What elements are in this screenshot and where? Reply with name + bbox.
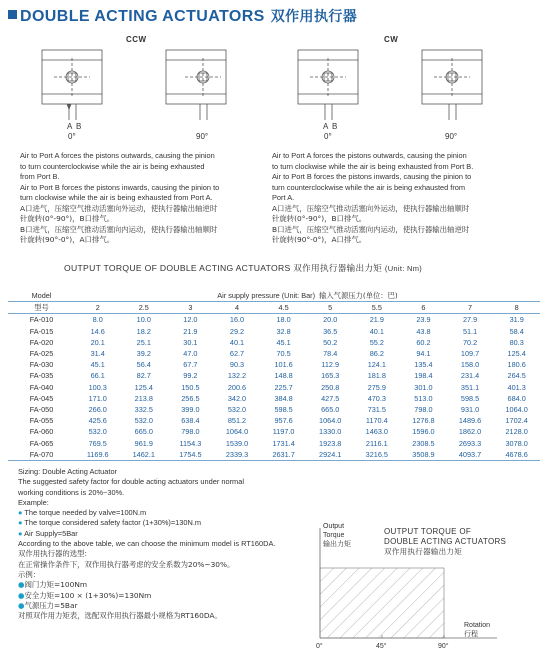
torque-cell: 3216.5 [354,449,401,461]
torque-cell: 18.2 [136,326,151,336]
torque-cell: 1462.1 [120,449,167,461]
torque-cell: 731.5 [367,404,386,414]
torque-cell: 213.8 [134,393,153,403]
bullet-item: ●阀门力矩=100Nm [18,580,88,590]
pressure-col-header: 7 [447,302,494,314]
torque-cell: 684.0 [507,393,526,403]
torque-cell: 532.0 [88,427,107,437]
table-row [8,326,540,337]
torque-cell: 171.0 [88,393,107,403]
bullet-item: ●安全力矩=100 × (1+30%)=130Nm [18,590,152,600]
torque-cell: 1489.6 [458,416,482,426]
torque-cell: 45.1 [90,360,105,370]
graph-tick-90: 90° [438,643,449,650]
torque-cell: 532.0 [227,404,247,414]
torque-cell: 3508.9 [400,449,447,461]
pressure-col-header: 5 [307,302,354,314]
ccw-port-a: A [67,122,73,131]
torque-cell: 58.4 [509,326,524,336]
torque-cell: 2308.5 [412,438,435,448]
table-row [8,449,540,461]
cw-actuator-0-icon [298,50,358,120]
torque-cell: 1596.0 [412,427,435,437]
torque-cell: 1064.0 [319,416,342,426]
torque-cell: 332.5 [134,404,153,414]
torque-cell: 598.5 [460,393,480,403]
model-cell: FA-070 [8,449,75,461]
torque-cell: 66.1 [90,371,105,381]
torque-cell: 1923.8 [319,438,342,448]
torque-cell: 82.7 [136,371,151,381]
bullet-icon: ● [18,580,25,590]
torque-cell: 51.1 [462,326,478,336]
torque-cell: 1862.0 [458,427,482,437]
torque-cell: 401.3 [507,382,526,392]
model-header: Model [31,291,52,301]
torque-cell: 20.0 [323,315,338,325]
graph-y-label: Output Torque 输出力矩 [323,523,351,548]
torque-cell: 124.1 [367,360,386,370]
pressure-col-header: 4 [214,302,261,314]
torque-cell: 40.1 [229,337,245,347]
torque-cell: 43.8 [416,326,431,336]
torque-cell: 10.0 [136,315,151,325]
model-cell: FA-055 [29,416,54,426]
table-row [8,382,540,393]
torque-cell: 135.4 [414,360,433,370]
bullet-icon: ● [18,508,23,518]
table-row [8,393,540,404]
torque-cell: 27.9 [462,315,478,325]
torque-cell: 2128.0 [505,427,528,437]
model-cell: FA-035 [29,371,54,381]
torque-cell: 2339.3 [214,449,261,461]
torque-cell: 39.2 [136,349,151,359]
torque-cell: 158.0 [460,360,480,370]
torque-cell: 180.6 [507,360,526,370]
ccw-label: CCW [126,35,147,44]
bullet-item: ●气源压力=5Bar [18,600,78,610]
model-cell: FA-045 [29,393,54,403]
torque-cell: 1197.0 [272,427,295,437]
torque-cell: 1169.6 [75,449,120,461]
torque-cell: 2924.1 [307,449,354,461]
torque-cell: 1539.0 [225,438,249,448]
torque-cell: 266.0 [88,404,107,414]
model-cell: FA-060 [29,427,54,437]
graph-tick-0: 0° [316,643,323,650]
torque-cell: 80.3 [509,337,524,347]
model-cell: FA-020 [29,337,54,347]
description-right: Air to Port A forces the pistons outwards, causing the pinion to turn clockwise while the air is being exhausted from Port B. Air to Port B forces the pistons inwards, causing the pinion to turn counterclockwise while the air is being exhausted from Port A. A口进气，压缩空气推动活塞向外运动，使执行器输出轴顺时 针旋转(0°-90°)，B口排气。 B口进气，压缩空气推动活塞向内运动，使执行器输出轴逆时 针旋转(90°-0°)，A口排气。 [272,151,474,244]
title-en: DOUBLE ACTING ACTUATORS [20,8,265,25]
torque-cell: 14.6 [90,326,105,336]
cw-port-a: A [323,122,329,131]
model-cell: FA-015 [29,326,54,336]
table-row [8,359,540,370]
torque-cell: 4678.6 [493,449,540,461]
torque-cell: 109.7 [460,349,480,359]
torque-cell: 256.5 [181,393,200,403]
model-cell: FA-030 [29,360,54,370]
table-row [8,437,540,448]
model-header-cn: 型号 [8,302,75,314]
torque-cell: 36.5 [323,326,338,336]
torque-cell: 1154.3 [179,438,202,448]
torque-cell: 1064.0 [505,404,528,414]
pressure-col-header: 2.5 [120,302,167,314]
torque-cell: 78.4 [323,349,338,359]
bullet-icon: ● [18,518,23,528]
torque-cell: 67.7 [183,360,198,370]
torque-cell: 30.1 [183,337,198,347]
torque-cell: 150.5 [181,382,200,392]
torque-cell: 665.0 [321,404,340,414]
cw-angle-90: 90° [445,132,458,141]
torque-cell: 12.0 [183,315,198,325]
table-row [8,415,540,426]
model-cell: FA-065 [29,438,54,448]
torque-cell: 62.7 [229,349,245,359]
torque-cell: 1463.0 [365,427,388,437]
torque-cell: 399.0 [181,404,200,414]
cw-angle-0: 0° [324,132,332,141]
torque-cell: 40.1 [369,326,384,336]
torque-cell: 798.0 [414,404,433,414]
torque-cell: 165.3 [321,371,340,381]
model-cell: FA-010 [29,315,54,325]
torque-table-title: OUTPUT TORQUE OF DOUBLE ACTING ACTUATORS 双作用执行器输出力矩 (Unit: Nm) [64,263,423,274]
torque-cell: 598.5 [274,404,293,414]
graph-title: OUTPUT TORQUE OF DOUBLE ACTING ACTUATORS 双作用执行器输出力矩 [384,527,507,556]
bullet-icon: ● [18,590,25,600]
bullet-item: ● Air Supply=5Bar [18,528,78,538]
pressure-col-header: 4.5 [260,302,307,314]
torque-cell: 1731.4 [272,438,295,448]
pressure-col-header: 2 [75,302,120,314]
torque-cell: 769.5 [88,438,107,448]
cw-port-b: B [332,122,338,131]
torque-cell: 94.1 [416,349,431,359]
torque-cell: 31.4 [90,349,105,359]
torque-table-body [8,314,540,460]
torque-cell: 55.2 [369,337,384,347]
model-cell: FA-050 [29,404,54,414]
graph-hatched-area [320,568,444,638]
torque-cell: 86.2 [369,349,384,359]
torque-cell: 851.2 [227,416,247,426]
torque-cell: 231.4 [460,371,480,381]
cw-label: CW [384,35,399,44]
pressure-col-header: 3 [167,302,214,314]
torque-cell: 931.0 [460,404,480,414]
actuator-diagrams [0,0,545,150]
bullet-icon: ● [18,600,25,610]
table-row [8,426,540,437]
torque-cell: 125.4 [134,382,153,392]
table-header-row [8,290,540,302]
torque-cell: 351.1 [460,382,480,392]
pressure-col-header: 8 [493,302,540,314]
torque-cell: 1276.8 [412,416,435,426]
ccw-angle-0: 0° [68,132,76,141]
torque-cell: 25.1 [136,337,151,347]
torque-cell: 23.9 [416,315,431,325]
torque-cell: 50.2 [323,337,338,347]
table-row [8,370,540,381]
model-cell: FA-040 [29,382,54,392]
torque-cell: 2631.7 [260,449,307,461]
torque-cell: 275.9 [367,382,386,392]
torque-cell: 31.9 [509,315,524,325]
pressure-col-header: 5.5 [354,302,401,314]
torque-cell: 425.6 [88,416,107,426]
torque-cell: 200.6 [227,382,247,392]
ccw-angle-90: 90° [196,132,209,141]
torque-cell: 29.2 [229,326,245,336]
torque-table [8,290,540,461]
torque-cell: 1170.4 [365,416,388,426]
table-row [8,404,540,415]
torque-cell: 1064.0 [225,427,249,437]
torque-cell: 301.0 [414,382,433,392]
torque-cell: 1754.5 [167,449,214,461]
supply-header: Air supply pressure (Unit: Bar) 输入气源压力(单位：巴) [217,290,398,300]
torque-cell: 60.2 [416,337,431,347]
torque-cell: 961.9 [134,438,153,448]
torque-cell: 70.2 [462,337,478,347]
torque-cell: 513.0 [414,393,433,403]
graph-x-label: Rotation 行程 [464,622,491,638]
torque-cell: 8.0 [92,315,103,325]
torque-cell: 957.6 [274,416,293,426]
torque-cell: 47.0 [183,349,198,359]
ccw-actuator-90-icon [166,50,226,120]
torque-cell: 132.2 [227,371,247,381]
ccw-port-b: B [76,122,82,131]
torque-cell: 1330.0 [319,427,342,437]
bullet-item: ● The torque considered safety factor (1+30%)=130N.m [18,518,202,528]
torque-cell: 45.1 [276,337,291,347]
torque-cell: 18.0 [276,315,291,325]
table-row [8,348,540,359]
torque-cell: 181.8 [367,371,386,381]
torque-cell: 32.8 [276,326,291,336]
pressure-col-header: 6 [400,302,447,314]
sizing-title: Sizing: Double Acting Actuator [18,467,118,476]
torque-cell: 99.2 [183,371,198,381]
torque-cell: 70.5 [276,349,291,359]
torque-cell: 2693.3 [458,438,482,448]
torque-cell: 16.0 [229,315,245,325]
torque-cell: 638.4 [181,416,200,426]
torque-cell: 56.4 [136,360,151,370]
torque-cell: 4093.7 [447,449,494,461]
torque-cell: 90.3 [229,360,245,370]
torque-cell: 21.9 [369,315,384,325]
cw-actuator-90-icon [422,50,482,120]
torque-cell: 148.8 [274,371,293,381]
torque-cell: 100.3 [88,382,107,392]
torque-cell: 665.0 [134,427,153,437]
sizing-section: Sizing: Double Acting Actuator The suggested safety factor for double acting actuators under normal working conditions is 20%~30%. Example: ● The torque needed by valve=100N.m ● The torque considered safety factor (1+30%)=130N.m ● Air Supply=5Bar According to the above table, we can choose the minimum model is RT160DA. 双作用执行器的选型: 在正常操作条件下，双作用执行器考虑的安全系数为20%~30%。 示例： ●阀门力矩=100Nm ●安全力矩=100 × (1+30%)=130Nm ●气源压力=5Bar 对照双作用力矩表，选配双作用执行器最小规格为RT160DA。 [18,467,318,621]
torque-cell: 427.5 [321,393,340,403]
torque-cell: 21.9 [183,326,198,336]
torque-cell: 470.3 [367,393,386,403]
torque-cell: 2116.1 [365,438,388,448]
torque-cell: 101.6 [274,360,293,370]
torque-cell: 532.0 [134,416,153,426]
table-row [8,314,540,326]
torque-cell: 342.0 [227,393,247,403]
torque-cell: 20.1 [90,337,105,347]
torque-cell: 225.7 [274,382,293,392]
torque-cell: 384.8 [274,393,293,403]
torque-cell: 264.5 [507,371,526,381]
torque-cell: 250.8 [321,382,340,392]
model-cell: FA-025 [29,349,54,359]
torque-cell: 798.0 [181,427,200,437]
torque-cell: 125.4 [507,349,526,359]
title-cn: 双作用执行器 [270,9,358,25]
table-row [8,337,540,348]
ccw-actuator-0-icon [42,50,102,120]
torque-cell: 3078.0 [505,438,528,448]
torque-cell: 198.4 [414,371,433,381]
torque-cell: 112.9 [321,360,340,370]
pressure-row [8,302,540,314]
torque-cell: 1702.4 [505,416,528,426]
bullet-item: ● The torque needed by valve=100N.m [18,508,147,518]
graph-tick-45: 45° [376,643,387,650]
bullet-icon: ● [18,528,23,538]
description-left: Air to Port A forces the pistons outwards, causing the pinion to turn counterclockwise while the air is being exhausted from Port B. Air to Port B forces the pistons inwards, causing the pinion to turn clockwise while the air is being exhausted from Port A. A口进气，压缩空气推动活塞向外运动，使执行器输出轴逆时 针旋转(0°-90°)，B口排气。 B口进气，压缩空气推动活塞向内运动，使执行器输出轴顺时 针旋转(90°-0°)，A口排气。 [20,151,220,244]
